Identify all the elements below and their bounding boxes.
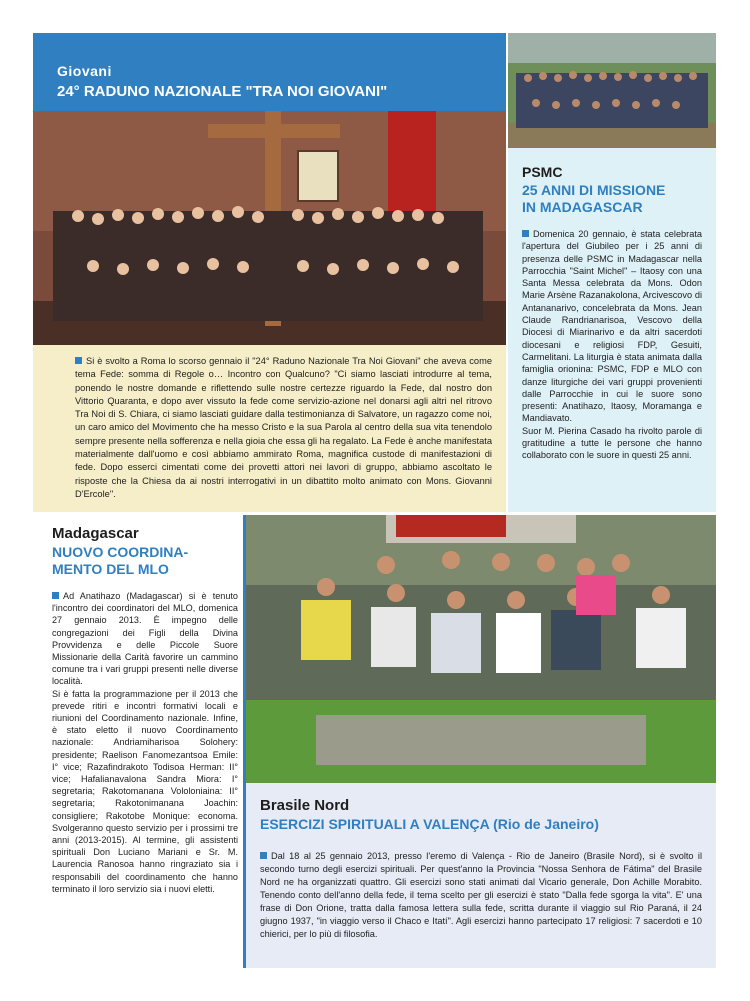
psmc-body: Domenica 20 gennaio, è stata celebrata l'apertura del Giubileo per i 25 anni di presenza delle PSMC in Madagascar nella Parrocchia "Saint Michel" – Itaosy con una Santa Messa celebrata da Mons. Odon Marie Arsène Razanakolona, Arcivescovo di Antananarivo, concelebrata da Mons. Jean Claude Randrianarisoa, Vescovo della Diocesi di Miarinarivo e da altri sacerdoti diocesani e religiosi FDP, Gesuiti, Carmelitani. La liturgia è stata animata dalla famiglia orionina: PSMC, FDP e MLO con danze liturgiche dei vari gruppi provenienti dalle Parrocchie in cui le suore sono presenti: Anatihazo, Itaosy, Moramanga e Mandiavato. <box>522 229 702 424</box>
psmc-title-line1: 25 ANNI DI MISSIONE <box>522 182 666 198</box>
madagascar-body: Ad Anatihazo (Madagascar) si è tenuto l'incontro dei coordinatori del MLO, domenica 27 gennaio 2013. È impegno delle congregazioni dei Figli della Divina Provvidenza e delle Piccole Suore Missionarie della Carità favorire un cammino comune tra i vari gruppi presenti nelle diverse località. <box>52 591 238 687</box>
bullet-square-icon <box>260 852 267 859</box>
bullet-square-icon <box>52 592 59 599</box>
bullet-square-icon <box>75 357 82 364</box>
psmc-group-photo <box>508 33 716 148</box>
psmc-article <box>508 148 716 512</box>
madagascar-title <box>52 544 238 578</box>
brasile-section-label: Brasile Nord <box>260 797 350 814</box>
madagascar-article <box>52 525 238 945</box>
giovani-article <box>33 345 506 512</box>
giovani-section-label: Giovani <box>57 63 112 79</box>
brasile-group-photo <box>246 515 716 783</box>
giovani-header <box>33 33 506 111</box>
giovani-body: Si è svolto a Roma lo scorso gennaio il "24° Raduno Nazionale Tra Noi Giovani" che aveva come tema Fede: somma di Regole o… Incontro con Qualcuno? "Ci siamo lasciati introdurre al tema, ponendo le nostre domande e riflettendo sulle nostre certezze riguardo la Fede, dal nostro don Vittorio Quaranta, e dopo aver vissuto la fede come servizio-azione nel donarsi agli altri nel ritrovo Tra Noi di S. Chiara, ci siamo lasciati guidare dalla testimonianza di Salvatore, un ragazzo come noi, un caro amico del Movimento che ha messo Cristo e la sua Parola al centro della sua vita tenendolo sempre presente nella sofferenza e nella gioia che essa gli ha regalato. La Fede è anche manifestata materialmente dall'uomo e così abbiamo ammirato Roma, magnifica custode di manifestazioni di fede. Dopo esserci cimentati come dei provetti attori nei lavori di gruppo, abbiamo ascoltato le risposte che la Chiesa da ai nostri interrogativi in un dibattito molto animato con Mons. Giovanni D'Ercole". <box>75 356 492 499</box>
madagascar-title-line2: MENTO DEL MLO <box>52 561 169 577</box>
psmc-section-label: PSMC <box>522 164 563 180</box>
psmc-title <box>522 182 702 216</box>
madagascar-section-label: Madagascar <box>52 525 139 542</box>
psmc-title-line2: IN MADAGASCAR <box>522 199 643 215</box>
bullet-square-icon <box>522 230 529 237</box>
brasile-body: Dal 18 al 25 gennaio 2013, presso l'eremo di Valença - Rio de Janeiro (Brasile Nord), si è svolto il secondo turno degli esercizi spirituali. Per quest'anno la Provincia "Nossa Senhora de Fátima" del Brasile Nord ne ha organizzati quattro. Gli esercizi sono stati animati dal Vicario generale, Don Achille Morabito. Tenendo conto dell'anno della fede, il tema scelto per gli esercizi è stato "Dalla fede sgorga la vita". E' una frase di Don Orione, tratta dalla famosa lettera sulla fede, scritta durante il viaggio sul Rio Paraná, il 24 giugno 1937, "in viaggio verso il Chaco e Itatí". Agli esercizi hanno partecipato 17 religiosi: 7 sacerdoti e 10 chierici, per lo più di filosofia. <box>260 851 702 939</box>
brasile-article <box>246 783 716 968</box>
madagascar-body2: Si è fatta la programmazione per il 2013 che prevede ritiri e incontri formativi locali e riunioni del Coordinamento nazionale. Infine, è stato eletto il nuovo Coordinamento nazionale: Andriamiharisoa Solohery: presidente; Raelison Fanomezantsoa Emile: I° vice; Razafindrakoto Todisoa Herman: II° vice; Hafalianavalona Sandra Miora: I° segretaria; Rakotomanana Vololoniaina: II° segretaria; Rakotonimanana Joachin: consigliere; Rakotobe Monique: economa. Svolgeranno questo servizio per i prossimi tre anni (2013-2015). Al termine, gli assistenti spirituali Don Luciano Mariani e Sr. M. Laurencia Ranosoa hanno ringraziato sia i responsabili del coordinamento che hanno terminato il loro servizio sia i nuovi eletti. <box>52 688 238 894</box>
madagascar-title-line1: NUOVO COORDINA- <box>52 544 189 560</box>
giovani-group-photo <box>33 111 506 345</box>
brasile-title: ESERCIZI SPIRITUALI A VALENÇA (Rio de Janeiro) <box>260 816 599 832</box>
giovani-title: 24° RADUNO NAZIONALE "TRA NOI GIOVANI" <box>57 83 388 100</box>
psmc-body2: Suor M. Pierina Casado ha rivolto parole di gratitudine a tutte le persone che hanno collaborato con le suore in questi 25 anni. <box>522 425 702 461</box>
